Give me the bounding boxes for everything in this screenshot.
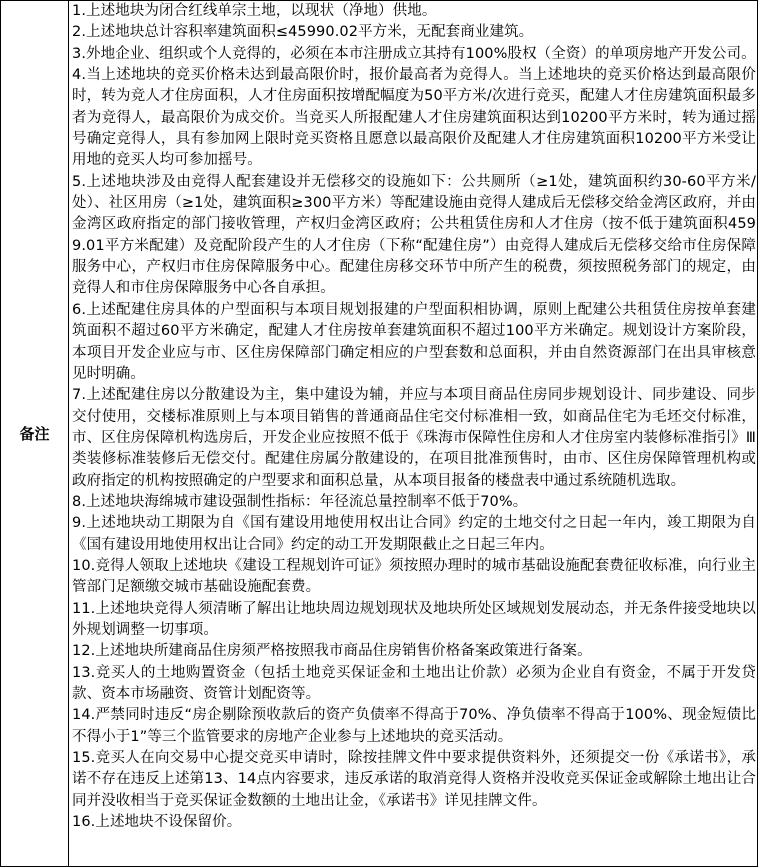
note-item-11: 11.上述地块竞得人须清晰了解出让地块周边规划现状及地块所处区域规划发展动态，并无条件接受地块以外规划调整一切事项。 (72, 600, 756, 638)
note-item-8: 8.上述地块海绵城市建设强制性指标：年径流总量控制率不低于70%。 (72, 493, 528, 510)
note-item-15: 15.竞买人在向交易中心提交竞买申请时，除按挂牌文件中要求提供资料外，还须提交一份《承诺书》，承诺不存在违反上述第13、14点内容要求，违反承诺的取消竞得人资格并没收竞买保证金或解除土地出让合同并没收相当于竞买保证金数额的土地出让金，《承诺书》详见挂牌文件。 (72, 750, 756, 809)
notes-label: 备注 (1, 1, 69, 867)
note-item-12: 12.上述地块所建商品住房须严格按照我市商品住房销售价格备案政策进行备案。 (72, 643, 592, 660)
note-item-16: 16.上述地块不设保留价。 (72, 814, 242, 831)
note-item-13: 13.竞买人的土地购置资金（包括土地竞买保证金和土地出让价款）必须为企业自有资金，不属于开发贷款、资本市场融资、资管计划配资等。 (72, 664, 756, 702)
note-item-5: 5.上述地块涉及由竞得人配套建设并无偿移交的设施如下：公共厕所（≥1处，建筑面积约30-60平方米/处）、社区用房（≥1处，建筑面积≥300平方米）等配建设施由竞得人建成后无偿移交给金湾区政府，并由金湾区政府指定的部门接收管理，产权归金湾区政府；公共租赁住房和人才住房（按不低于建筑面积4599.01平方米配建）及竞配阶段产生的人才住房（下称“配建住房”）由竞得人建成后无偿移交给市住房保障服务中心，产权归市住房保障服务中心。配建住房移交环节中所产生的税费，须按照税务部门的规定，由竞得人和市住房保障服务中心各自承担。 (72, 173, 756, 297)
note-item-10: 10.竞得人领取上述地块《建设工程规划许可证》须按照办理时的城市基础设施配套费征收标准，向行业主管部门足额缴交城市基础设施配套费。 (72, 557, 756, 596)
note-item-14: 14.严禁同时违反“房企剔除预收款后的资产负债率不得高于70%、净负债率不得高于100%、现金短债比不得小于1”等三个监管要求的房地产企业参与上述地块的竞买活动。 (72, 707, 756, 745)
note-item-9: 9.上述地块动工期限为自《国有建设用地使用权出让合同》约定的土地交付之日起一年内，竣工期限为自《国有建设用地使用权出让合同》约定的动工开发期限截止之日起三年内。 (72, 515, 756, 553)
note-item-4: 4.当上述地块的竞买价格未达到最高限价时，报价最高者为竞得人。当上述地块的竞买价格达到最高限价时，转为竞人才住房面积，人才住房面积按增配幅度为50平方米/次进行竞买，配建人才住房建筑面积最多者为竞得人，最高限价为成交价。当竞买人所报配建人才住房建筑面积达到10200平方米时，转为通过摇号确定竞得人，具有参加网上限时竞买资格且愿意以最高限价及配建人才住房建筑面积10200平方米受让用地的竞买人均可参加摇号。 (72, 67, 756, 169)
note-item-3: 3.外地企业、组织或个人竞得的，必须在本市注册成立其持有100%股权（全资）的单项房地产开发公司。 (72, 45, 756, 62)
note-item-6: 6.上述配建住房具体的户型面积与本项目规划报建的户型面积相协调，原则上配建公共租赁住房按单套建筑面积不超过60平方米确定，配建人才住房按单套建筑面积不超过100平方米确定。规划设计方案阶段，本项目开发企业应与市、区住房保障部门确定相应的户型套数和总面积，并由自然资源部门在出具审核意见时明确。 (72, 301, 756, 382)
note-item-1: 1.上述地块为闭合红线单宗土地，以现状（净地）供地。 (72, 3, 437, 19)
note-item-2: 2.上述地块总计容积率建筑面积≤45990.02平方米，无配套商业建筑。 (72, 24, 534, 41)
notes-list (70, 1, 756, 833)
note-item-7: 7.上述配建住房以分散建设为主，集中建设为辅，并应与本项目商品住房同步规划设计、同步建设、同步交付使用，交楼标准原则上与本项目销售的普通商品住宅交付标准相一致，如商品住宅为毛坯交付标准，市、区住房保障机构选房后，开发企业应按照不低于《珠海市保障性住房和人才住房室内装修标准指引》Ⅲ类装修标准装修后无偿交付。配建住房属分散建设的，在项目批准预售时，由市、区住房保障管理机构或政府指定的机构按照确定的户型要求和面积总量，从本项目报备的楼盘表中通过系统随机选取。 (72, 387, 756, 489)
